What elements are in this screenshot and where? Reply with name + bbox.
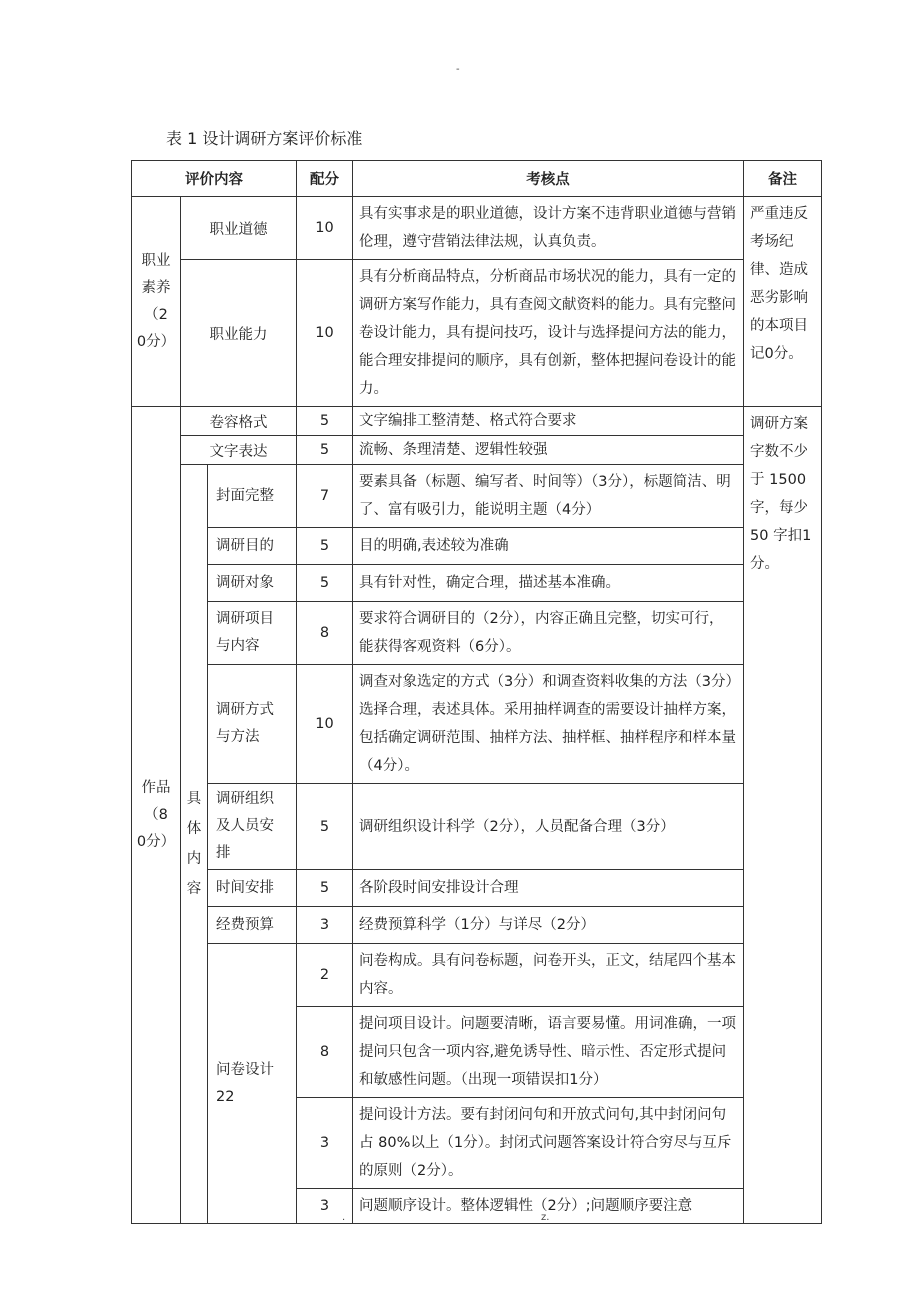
points-purpose: 目的明确,表述较为准确 [353, 528, 744, 565]
score-organization: 5 [297, 784, 353, 870]
note-section1: 严重违反考场纪律、造成恶劣影响的本项目记0分。 [744, 197, 822, 407]
item-format: 卷容格式 [181, 407, 297, 436]
table-row [132, 602, 822, 665]
points-q4: 问题顺序设计。整体逻辑性（2分）;问题顺序要注意 [353, 1189, 744, 1224]
note-section2: 调研方案字数不少于 1500字，每少50 字扣1分。 [744, 407, 822, 1224]
score-target: 5 [297, 565, 353, 602]
score-q1: 2 [297, 944, 353, 1007]
item-purpose: 调研目的 [208, 528, 297, 565]
points-q3: 提问设计方法。要有封闭问句和开放式问句,其中封闭问句占 80%以上（1分）。封闭式问题答案设计符合穷尽与互斥的原则（2分）。 [353, 1098, 744, 1189]
points-format: 文字编排工整清楚、格式符合要求 [353, 407, 744, 436]
item-target: 调研对象 [208, 565, 297, 602]
item-schedule: 时间安排 [208, 870, 297, 907]
header-notes: 备注 [744, 161, 822, 197]
points-items: 要求符合调研目的（2分），内容正确且完整，切实可行，能获得客观资料（6分）。 [353, 602, 744, 665]
points-q1: 问卷构成。具有问卷标题，问卷开头，正文，结尾四个基本内容。 [353, 944, 744, 1007]
score-expression: 5 [297, 436, 353, 465]
item-questionnaire: 问卷设计22 [208, 944, 297, 1224]
table-row [132, 907, 822, 944]
header-points: 考核点 [353, 161, 744, 197]
points-expression: 流畅、条理清楚、逻辑性较强 [353, 436, 744, 465]
score-q4: 3 [297, 1189, 353, 1224]
points-q2: 提问项目设计。问题要清晰，语言要易懂。用词准确，一项提问只包含一项内容,避免诱导性、暗示性、否定形式提问和敏感性问题。（出现一项错误扣1分） [353, 1007, 744, 1098]
table-row [132, 565, 822, 602]
table-caption: 表 1 设计调研方案评价标准 [166, 129, 363, 148]
item-ability: 职业能力 [181, 260, 297, 407]
points-ability: 具有分析商品特点，分析商品市场状况的能力，具有一定的调研方案写作能力，具有查阅文献资料的能力。具有完整问卷设计能力，具有提问技巧，设计与选择提问方法的能力，能合理安排提问的顺序，具有创新，整体把握问卷设计的能力。 [353, 260, 744, 407]
score-schedule: 5 [297, 870, 353, 907]
item-items: 调研项目与内容 [208, 602, 297, 665]
footer-left-mark: . [342, 1212, 346, 1223]
table-row [132, 436, 822, 465]
table-row [132, 528, 822, 565]
score-purpose: 5 [297, 528, 353, 565]
points-target: 具有针对性，确定合理，描述基本准确。 [353, 565, 744, 602]
item-expression: 文字表达 [181, 436, 297, 465]
header-content: 评价内容 [132, 161, 297, 197]
category-professional: 职业 素养 （2 0分） [132, 197, 181, 407]
header-mark: - [456, 64, 460, 75]
score-cover: 7 [297, 465, 353, 528]
table-row [132, 465, 822, 528]
table-row [132, 407, 822, 436]
table-row [132, 260, 822, 407]
table-row [132, 784, 822, 870]
table-row [132, 870, 822, 907]
header-row [132, 161, 822, 197]
item-ethics: 职业道德 [181, 197, 297, 260]
evaluation-table [131, 160, 822, 1224]
score-q3: 3 [297, 1098, 353, 1189]
score-items: 8 [297, 602, 353, 665]
points-cover: 要素具备（标题、编写者、时间等）（3分），标题简洁、明了、富有吸引力，能说明主题（4分） [353, 465, 744, 528]
score-q2: 8 [297, 1007, 353, 1098]
item-method: 调研方式与方法 [208, 665, 297, 784]
detail-label: 具 体 内 容 [181, 465, 208, 1224]
points-schedule: 各阶段时间安排设计合理 [353, 870, 744, 907]
footer-right-mark: z. [541, 1212, 550, 1223]
points-method: 调查对象选定的方式（3分）和调查资料收集的方法（3分）选择合理，表述具体。采用抽样调查的需要设计抽样方案，包括确定调研范围、抽样方法、抽样框、抽样程序和样本量（4分）。 [353, 665, 744, 784]
header-score: 配分 [297, 161, 353, 197]
item-organization: 调研组织及人员安排 [208, 784, 297, 870]
score-ability: 10 [297, 260, 353, 407]
table-row [132, 665, 822, 784]
points-organization: 调研组织设计科学（2分），人员配备合理（3分） [353, 784, 744, 870]
score-budget: 3 [297, 907, 353, 944]
table-row [132, 944, 822, 1007]
score-ethics: 10 [297, 197, 353, 260]
table-row [132, 197, 822, 260]
item-budget: 经费预算 [208, 907, 297, 944]
item-cover: 封面完整 [208, 465, 297, 528]
points-ethics: 具有实事求是的职业道德，设计方案不违背职业道德与营销伦理，遵守营销法律法规，认真负责。 [353, 197, 744, 260]
score-format: 5 [297, 407, 353, 436]
score-method: 10 [297, 665, 353, 784]
category-work: 作品 （8 0分） [132, 407, 181, 1224]
points-budget: 经费预算科学（1分）与详尽（2分） [353, 907, 744, 944]
